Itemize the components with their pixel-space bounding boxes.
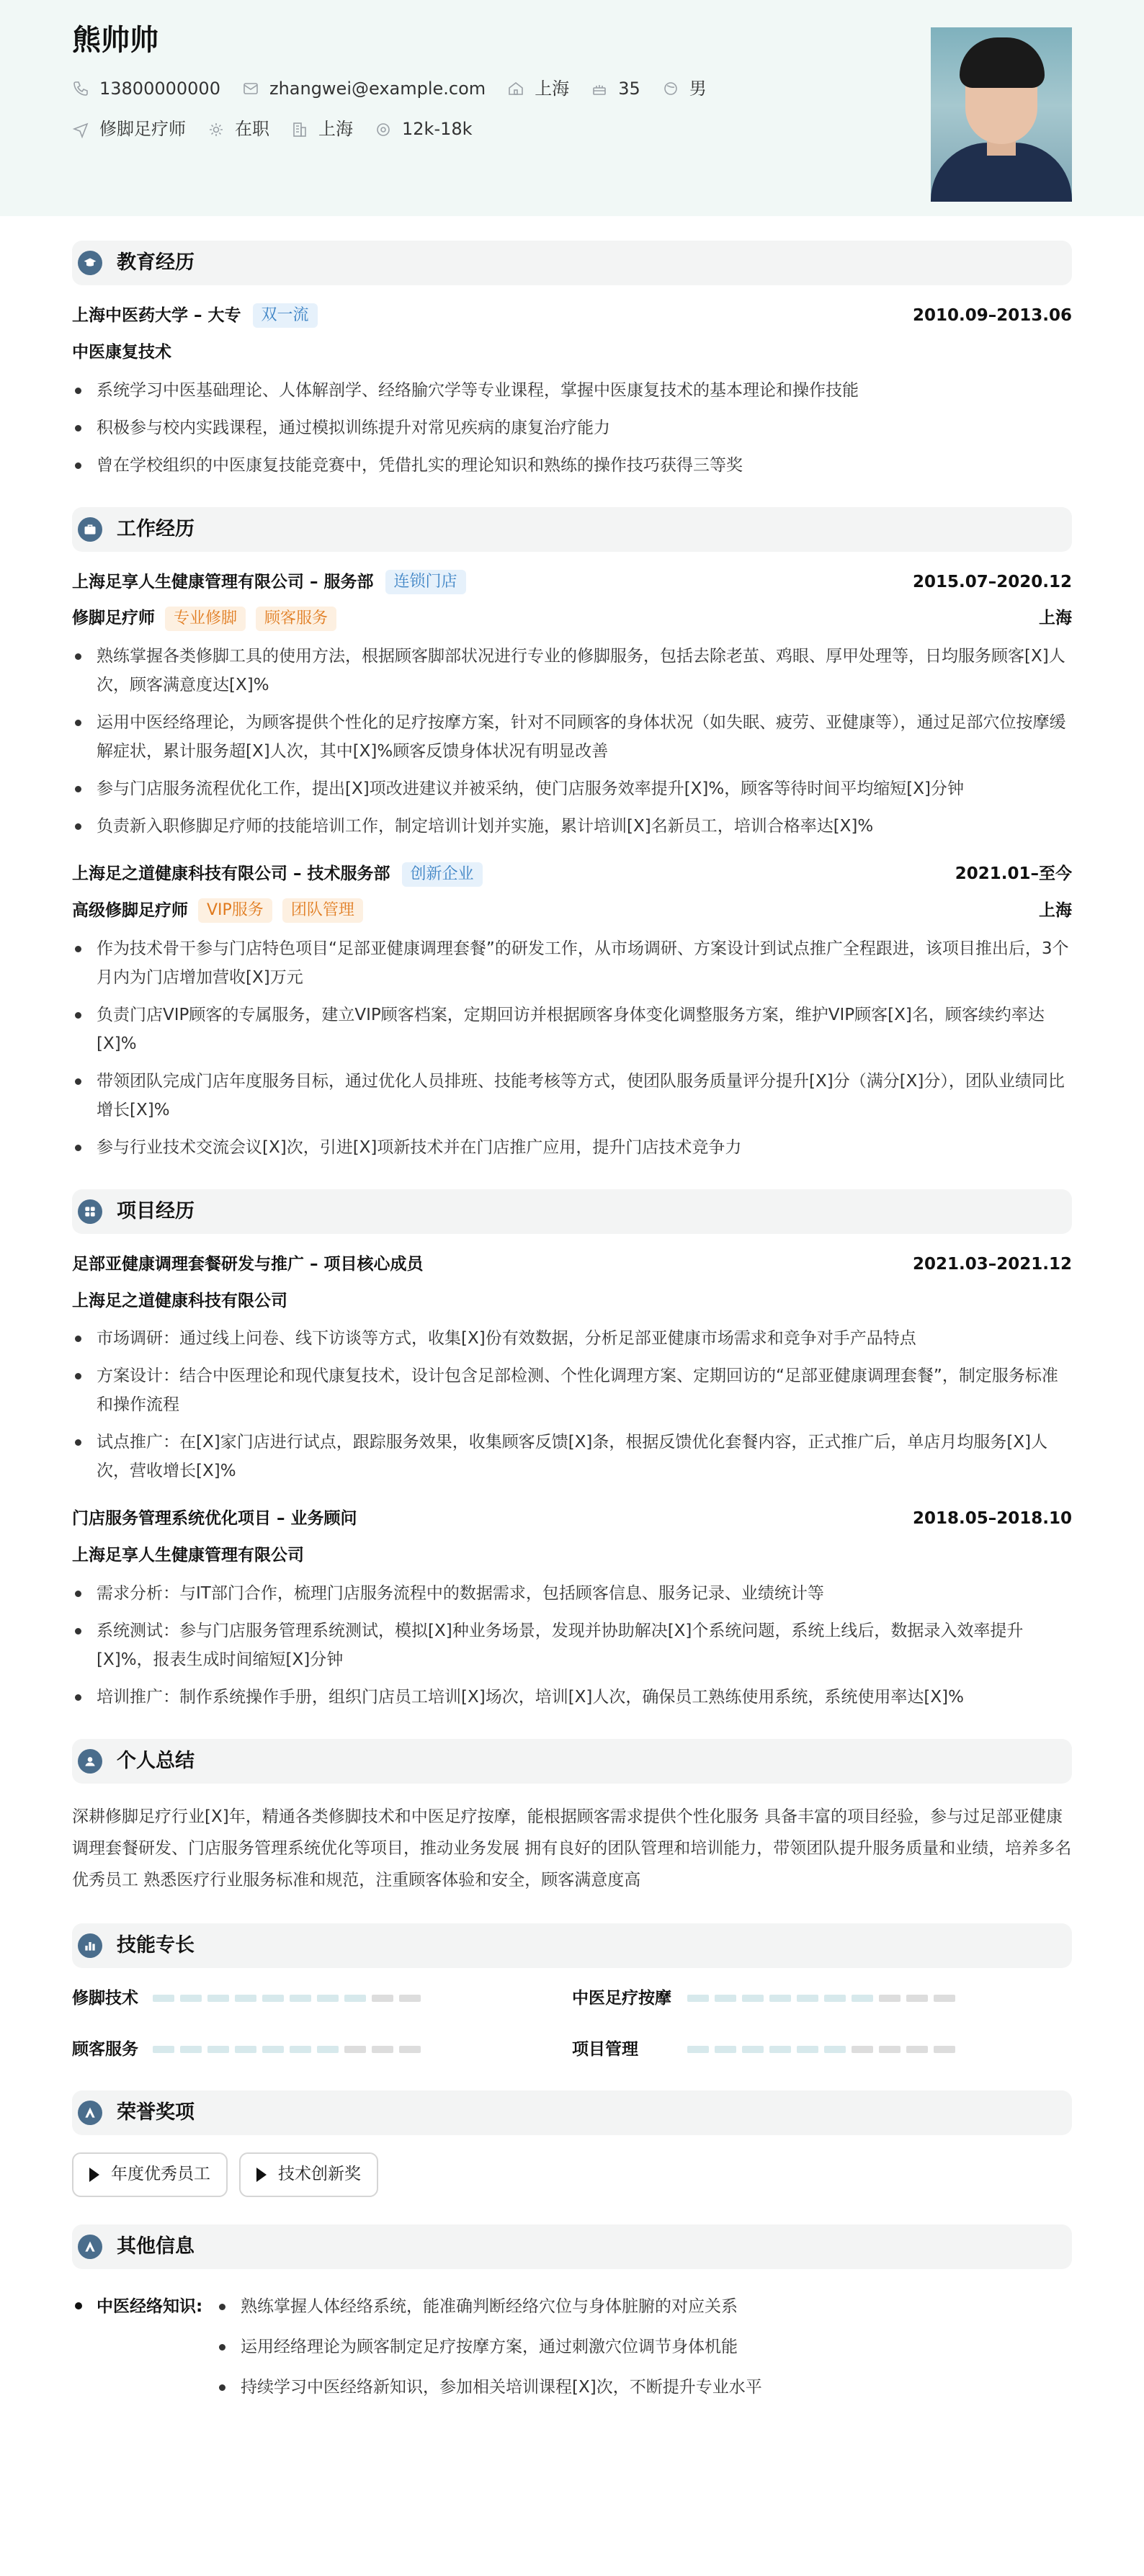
skill-level-segment bbox=[879, 1995, 901, 2002]
skill-level-segment bbox=[207, 2046, 229, 2053]
major-name: 中医康复技术 bbox=[72, 342, 171, 362]
list-item: 曾在学校组织的中医康复技能竞赛中，凭借扎实的理论知识和熟练的操作技巧获得三等奖 bbox=[72, 451, 1072, 480]
work-city-item bbox=[291, 115, 353, 143]
skill-name: 顾客服务 bbox=[72, 2039, 138, 2059]
skill-level-segment bbox=[906, 1995, 928, 2002]
email-text: zhangwei@example.com bbox=[269, 79, 486, 99]
gender-item bbox=[662, 75, 707, 102]
skill-level-segment bbox=[852, 2046, 873, 2053]
skill-level-segment bbox=[180, 1995, 202, 2002]
entry-head bbox=[72, 861, 1072, 887]
entry-head bbox=[72, 569, 1072, 596]
award-chip bbox=[239, 2152, 378, 2197]
skill-level-segment bbox=[769, 1995, 791, 2002]
coin-icon bbox=[375, 121, 392, 138]
cake-icon bbox=[591, 80, 608, 97]
skill-level-segment bbox=[235, 2046, 256, 2053]
section-title: 工作经历 bbox=[117, 518, 195, 540]
project-bullets bbox=[72, 1324, 1072, 1485]
company-tag: 创新企业 bbox=[402, 862, 483, 887]
section-header-other bbox=[72, 2224, 1072, 2269]
section-header-summary bbox=[72, 1739, 1072, 1784]
list-item: 熟练掌握各类修脚工具的使用方法，根据顾客脚部状况进行专业的修脚服务，包括去除老茧、鸡眼、厚甲处理等，日均服务顾客[X]人次，顾客满意度达[X]% bbox=[72, 642, 1072, 699]
project-org: 上海足之道健康科技有限公司 bbox=[72, 1291, 287, 1310]
salary-text: 12k-18k bbox=[402, 119, 473, 140]
skill-level-bar bbox=[153, 1995, 421, 2002]
work-section bbox=[72, 507, 1072, 1162]
age-text: 35 bbox=[618, 79, 640, 99]
project-bullets bbox=[72, 1579, 1072, 1712]
education-section bbox=[72, 241, 1072, 480]
skill-level-segment bbox=[824, 1995, 846, 2002]
skill-level-segment bbox=[687, 1995, 709, 2002]
role-tag: VIP服务 bbox=[198, 898, 272, 923]
avatar-photo bbox=[931, 27, 1072, 202]
list-item: 需求分析：与IT部门合作，梳理门店服务流程中的数据需求，包括顾客信息、服务记录、业绩统计等 bbox=[72, 1579, 1072, 1608]
skill-level-segment bbox=[372, 2046, 393, 2053]
award-icon bbox=[78, 2101, 102, 2125]
project-date: 2021.03–2021.12 bbox=[912, 1254, 1072, 1274]
section-header-education bbox=[72, 241, 1072, 285]
resume-header bbox=[0, 0, 1144, 216]
phone-item bbox=[72, 75, 220, 102]
entry-head-left bbox=[72, 303, 318, 329]
skill-level-segment bbox=[317, 2046, 339, 2053]
role-name: 高级修脚足疗师 bbox=[72, 900, 188, 920]
skill-level-segment bbox=[687, 2046, 709, 2053]
other-key: 中医经络知识: bbox=[72, 2286, 216, 2407]
home-icon bbox=[507, 80, 524, 97]
skill-level-segment bbox=[344, 1995, 366, 2002]
skill-level-segment bbox=[934, 2046, 955, 2053]
mail-icon bbox=[242, 80, 259, 97]
company-name: 上海足之道健康科技有限公司 – 技术服务部 bbox=[72, 864, 390, 884]
entry-head-left bbox=[72, 861, 483, 887]
skills-section bbox=[72, 1923, 1072, 2063]
awards-section bbox=[72, 2090, 1072, 2197]
skill-level-segment bbox=[879, 2046, 901, 2053]
play-icon bbox=[89, 2168, 99, 2182]
skills-grid bbox=[72, 1985, 1072, 2063]
section-header-skills bbox=[72, 1923, 1072, 1968]
entry-head-left bbox=[72, 569, 466, 596]
list-item: 熟练掌握人体经络系统，能准确判断经络穴位与身体脏腑的对应关系 bbox=[216, 2286, 762, 2327]
entry-subhead bbox=[72, 1542, 1072, 1569]
section-header-awards bbox=[72, 2090, 1072, 2135]
skill-level-segment bbox=[715, 2046, 736, 2053]
section-title: 项目经历 bbox=[117, 1200, 195, 1223]
skill-level-segment bbox=[344, 2046, 366, 2053]
gender-icon bbox=[662, 80, 679, 97]
list-item: 试点推广：在[X]家门店进行试点，跟踪服务效果，收集顾客反馈[X]条，根据反馈优化套餐内容，正式推广后，单店月均服务[X]人次，营收增长[X]% bbox=[72, 1428, 1072, 1485]
position-item bbox=[72, 115, 186, 143]
other-bullets bbox=[216, 2286, 762, 2407]
skill-level-segment bbox=[180, 2046, 202, 2053]
work-bullets bbox=[72, 642, 1072, 841]
position-text: 修脚足疗师 bbox=[99, 119, 186, 140]
summary-section bbox=[72, 1739, 1072, 1896]
skill-item bbox=[572, 2036, 1072, 2063]
list-item: 市场调研：通过线上问卷、线下访谈等方式，收集[X]份有效数据，分析足部亚健康市场需求和竞争对手产品特点 bbox=[72, 1324, 1072, 1353]
list-item: 作为技术骨干参与门店特色项目“足部亚健康调理套餐”的研发工作，从市场调研、方案设计到试点推广全程跟进，该项目推出后，3个月内为门店增加营收[X]万元 bbox=[72, 934, 1072, 992]
education-bullets bbox=[72, 376, 1072, 480]
send-icon bbox=[72, 121, 89, 138]
skill-level-segment bbox=[235, 1995, 256, 2002]
entry-subhead bbox=[72, 605, 1072, 632]
section-title: 荣誉奖项 bbox=[117, 2101, 195, 2124]
skill-item bbox=[72, 2036, 572, 2063]
skill-level-segment bbox=[742, 2046, 764, 2053]
city-item bbox=[507, 75, 569, 102]
work-entry bbox=[72, 861, 1072, 1162]
list-item: 运用经络理论为顾客制定足疗按摩方案，通过刺激穴位调节身体机能 bbox=[216, 2327, 762, 2367]
entry-subhead bbox=[72, 339, 1072, 366]
list-item: 参与门店服务流程优化工作，提出[X]项改进建议并被采纳，使门店服务效率提升[X]%，顾客等待时间平均缩短[X]分钟 bbox=[72, 774, 1072, 803]
summary-text: 深耕修脚足疗行业[X]年，精通各类修脚技术和中医足疗按摩，能根据顾客需求提供个性化服务 具备丰富的项目经验，参与过足部亚健康调理套餐研发、门店服务管理系统优化等项目，推动业务发展 拥有良好的团队管理和培训能力，带领团队提升服务质量和业绩，培养多名优秀员工 熟悉医疗行业服务标准和规范，注重顾客体验和安全，顾客满意度高 bbox=[72, 1807, 1072, 1889]
info-icon bbox=[78, 2235, 102, 2259]
list-item: 参与行业技术交流会议[X]次，引进[X]项新技术并在门店推广应用，提升门店技术竞争力 bbox=[72, 1133, 1072, 1162]
skill-level-segment bbox=[262, 2046, 284, 2053]
skill-level-segment bbox=[207, 1995, 229, 2002]
award-chip bbox=[72, 2152, 228, 2197]
list-item: 培训推广：制作系统操作手册，组织门店员工培训[X]场次，培训[X]人次，确保员工熟练使用系统，系统使用率达[X]% bbox=[72, 1683, 1072, 1712]
skill-level-segment bbox=[372, 1995, 393, 2002]
education-date: 2010.09–2013.06 bbox=[912, 306, 1072, 325]
section-title: 技能专长 bbox=[117, 1934, 195, 1957]
skill-level-segment bbox=[906, 2046, 928, 2053]
status-item bbox=[207, 115, 269, 143]
gender-text: 男 bbox=[689, 79, 707, 99]
play-icon bbox=[256, 2168, 267, 2182]
skill-level-segment bbox=[290, 1995, 311, 2002]
skill-level-segment bbox=[317, 1995, 339, 2002]
list-item: 带领团队完成门店年度服务目标，通过优化人员排班、技能考核等方式，使团队服务质量评分提升[X]分（满分[X]分），团队业绩同比增长[X]% bbox=[72, 1067, 1072, 1124]
entry-head bbox=[72, 1251, 1072, 1278]
list-item: 方案设计：结合中医理论和现代康复技术，设计包含足部检测、个性化调理方案、定期回访的“足部亚健康调理套餐”，制定服务标准和操作流程 bbox=[72, 1361, 1072, 1419]
company-tag: 连锁门店 bbox=[385, 570, 466, 594]
work-location: 上海 bbox=[1039, 609, 1072, 628]
work-date: 2015.07–2020.12 bbox=[912, 572, 1072, 591]
entry-head bbox=[72, 1506, 1072, 1532]
age-item bbox=[591, 75, 640, 102]
project-org: 上海足享人生健康管理有限公司 bbox=[72, 1546, 304, 1565]
work-city-text: 上海 bbox=[318, 119, 353, 140]
project-date: 2018.05–2018.10 bbox=[912, 1509, 1072, 1529]
work-entry bbox=[72, 569, 1072, 841]
building-icon bbox=[291, 121, 308, 138]
project-name: 足部亚健康调理套餐研发与推广 – 项目核心成员 bbox=[72, 1254, 424, 1274]
project-entry bbox=[72, 1251, 1072, 1486]
job-intent-row bbox=[72, 115, 1072, 143]
section-title: 其他信息 bbox=[117, 2235, 195, 2258]
resume-body bbox=[0, 216, 1144, 2407]
role-name: 修脚足疗师 bbox=[72, 609, 155, 628]
skill-item bbox=[572, 1985, 1072, 2012]
email-item bbox=[242, 75, 486, 102]
list-item: 运用中医经络理论，为顾客提供个性化的足疗按摩方案，针对不同顾客的身体状况（如失眠、疲劳、亚健康等），通过足部穴位按摩缓解症状，累计服务超[X]人次，其中[X]%顾客反馈身体状况有明显改善 bbox=[72, 708, 1072, 766]
skill-level-segment bbox=[797, 1995, 818, 2002]
project-entry bbox=[72, 1506, 1072, 1712]
contact-row bbox=[72, 75, 1072, 102]
bar-chart-icon bbox=[78, 1933, 102, 1958]
section-header-work bbox=[72, 507, 1072, 552]
skill-name: 中医足疗按摩 bbox=[572, 1988, 671, 2008]
skill-level-bar bbox=[153, 2046, 421, 2053]
graduation-cap-icon bbox=[78, 251, 102, 275]
skill-level-segment bbox=[715, 1995, 736, 2002]
skill-item bbox=[72, 1985, 572, 2012]
work-bullets bbox=[72, 934, 1072, 1162]
phone-icon bbox=[72, 80, 89, 97]
other-info bbox=[72, 2286, 1072, 2407]
skill-name: 修脚技术 bbox=[72, 1988, 138, 2008]
role-tag: 专业修脚 bbox=[165, 607, 246, 631]
school-name: 上海中医药大学 – 大专 bbox=[72, 306, 241, 325]
briefcase-icon bbox=[78, 517, 102, 542]
entry-subhead-left bbox=[72, 898, 363, 924]
skill-level-segment bbox=[290, 2046, 311, 2053]
section-header-projects bbox=[72, 1189, 1072, 1234]
skill-level-segment bbox=[852, 1995, 873, 2002]
skill-level-segment bbox=[399, 1995, 421, 2002]
skill-level-segment bbox=[934, 1995, 955, 2002]
projects-section bbox=[72, 1189, 1072, 1712]
list-item: 负责门店VIP顾客的专属服务，建立VIP顾客档案，定期回访并根据顾客身体变化调整服务方案，维护VIP顾客[X]名，顾客续约率达[X]% bbox=[72, 1001, 1072, 1058]
company-name: 上海足享人生健康管理有限公司 – 服务部 bbox=[72, 572, 374, 591]
role-tag: 团队管理 bbox=[282, 898, 363, 923]
role-tag: 顾客服务 bbox=[256, 607, 336, 631]
list-item: 持续学习中医经络新知识，参加相关培训课程[X]次，不断提升专业水平 bbox=[216, 2367, 762, 2407]
list-item: 积极参与校内实践课程，通过模拟训练提升对常见疾病的康复治疗能力 bbox=[72, 413, 1072, 442]
skill-level-segment bbox=[824, 2046, 846, 2053]
salary-item bbox=[375, 115, 473, 143]
work-date: 2021.01–至今 bbox=[955, 864, 1072, 884]
skill-level-segment bbox=[797, 2046, 818, 2053]
skill-level-segment bbox=[153, 1995, 174, 2002]
status-text: 在职 bbox=[235, 119, 269, 140]
candidate-name: 熊帅帅 bbox=[72, 24, 158, 57]
project-name: 门店服务管理系统优化项目 – 业务顾问 bbox=[72, 1509, 357, 1529]
section-title: 教育经历 bbox=[117, 251, 195, 274]
skill-level-segment bbox=[742, 1995, 764, 2002]
work-location: 上海 bbox=[1039, 900, 1072, 920]
skill-level-segment bbox=[769, 2046, 791, 2053]
list-item: 系统学习中医基础理论、人体解剖学、经络腧穴学等专业课程，掌握中医康复技术的基本理论和操作技能 bbox=[72, 376, 1072, 405]
skill-level-bar bbox=[687, 2046, 955, 2053]
skill-name: 项目管理 bbox=[572, 2039, 638, 2059]
other-section bbox=[72, 2224, 1072, 2407]
city-text: 上海 bbox=[535, 79, 570, 99]
phone-text: 13800000000 bbox=[99, 79, 220, 99]
gear-icon bbox=[207, 121, 225, 138]
award-label: 年度优秀员工 bbox=[111, 2165, 210, 2184]
skill-level-bar bbox=[687, 1995, 955, 2002]
skill-level-segment bbox=[153, 2046, 174, 2053]
entry-head bbox=[72, 303, 1072, 329]
skill-level-segment bbox=[399, 2046, 421, 2053]
school-tag: 双一流 bbox=[253, 303, 318, 328]
award-label: 技术创新奖 bbox=[278, 2165, 361, 2184]
entry-subhead bbox=[72, 898, 1072, 924]
skill-level-segment bbox=[262, 1995, 284, 2002]
awards-list bbox=[72, 2152, 1072, 2197]
user-icon bbox=[78, 1749, 102, 1774]
section-title: 个人总结 bbox=[117, 1750, 195, 1773]
list-item: 系统测试：参与门店服务管理系统测试，模拟[X]种业务场景，发现并协助解决[X]个系统问题，系统上线后，数据录入效率提升[X]%，报表生成时间缩短[X]分钟 bbox=[72, 1616, 1072, 1674]
education-entry bbox=[72, 303, 1072, 480]
grid-icon bbox=[78, 1199, 102, 1224]
list-item: 负责新入职修脚足疗师的技能培训工作，制定培训计划并实施，累计培训[X]名新员工，培训合格率达[X]% bbox=[72, 812, 1072, 841]
entry-subhead-left bbox=[72, 605, 336, 632]
entry-subhead bbox=[72, 1288, 1072, 1315]
